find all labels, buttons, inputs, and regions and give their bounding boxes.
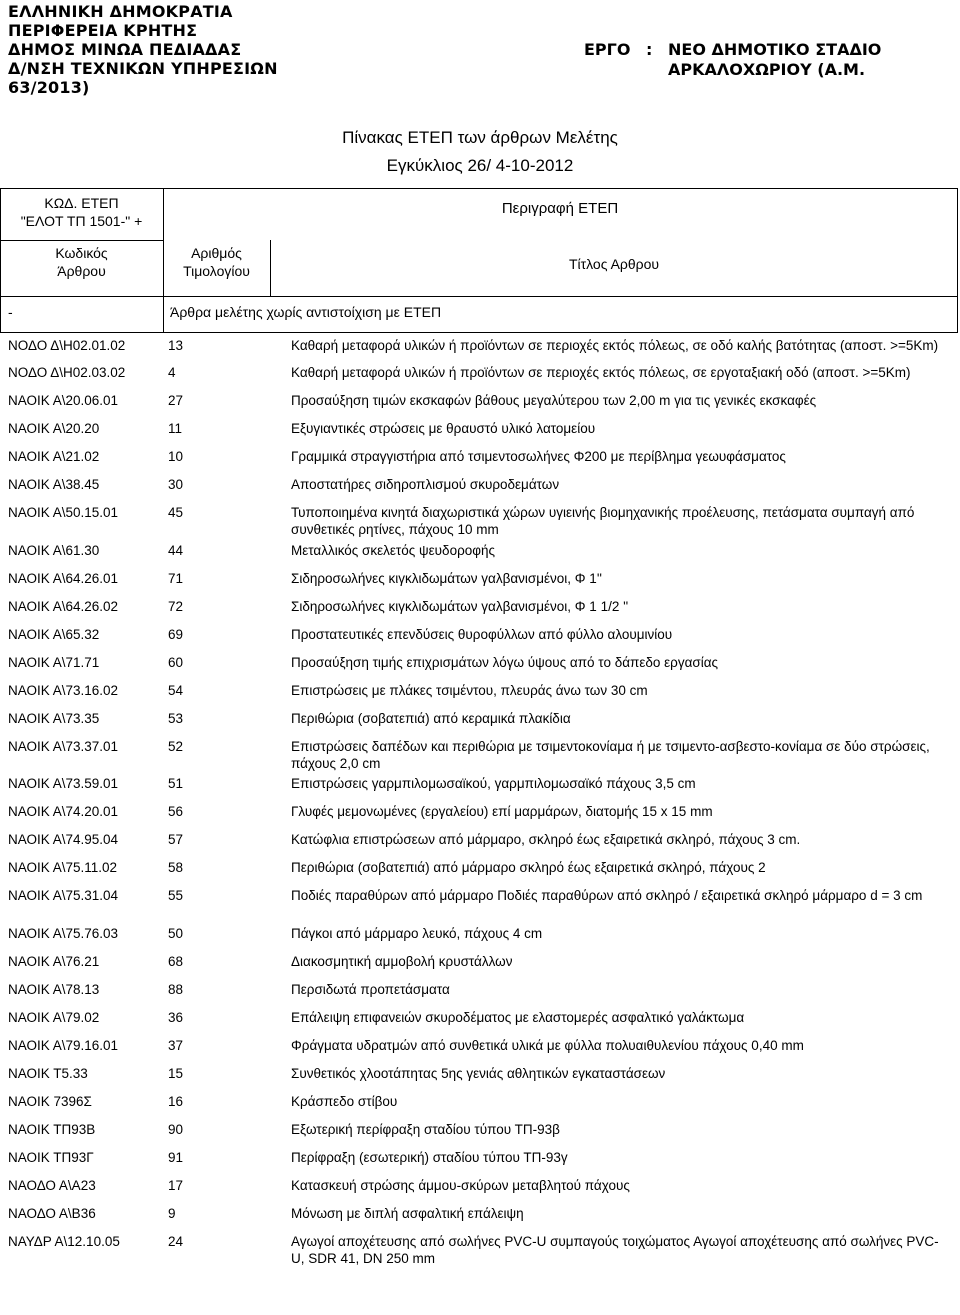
price-number-header-line1: Αριθμός: [191, 245, 242, 261]
article-code: ΝΑΟΙΚ Α\74.95.04: [8, 832, 119, 847]
article-description: Επιστρώσεις γαρμπιλομωσαϊκού, γαρμπιλομωσαϊκό πάχους 3,5 cm: [291, 776, 696, 791]
article-description: Φράγματα υδρατμών από συνθετικά υλικά με φύλλα πολυαιθυλενίου πάχους 0,40 mm: [291, 1038, 804, 1053]
organization-line: ΠΕΡΙΦΕΡΕΙΑ ΚΡΗΤΗΣ: [8, 21, 198, 40]
price-number: 56: [168, 804, 184, 819]
price-number: 54: [168, 683, 184, 698]
price-number: 72: [168, 599, 184, 614]
article-description: Τυποποιημένα κινητά διαχωριστικά χώρων υγιεινής βιομηχανικής προέλευσης, πετάσματα συμπαγή από συνθετικές ρητίνες, πάχους 10 mm: [291, 505, 915, 537]
article-code: ΝΟΔΟ Δ\Η02.01.02: [8, 338, 126, 353]
table-row: [0, 333, 960, 360]
table-row: [0, 388, 960, 416]
article-code: ΝΟΔΟ Δ\Η02.03.02: [8, 365, 126, 380]
article-description: Προσαύξηση τιμής επιχρισμάτων λόγω ύψους από το δάπεδο εργασίας: [291, 655, 719, 670]
price-number: 57: [168, 832, 184, 847]
project-header: [584, 40, 881, 80]
article-code: ΝΑΟΙΚ Α\75.11.02: [8, 860, 118, 875]
table-row: [0, 1005, 960, 1033]
article-description: Γραμμικά στραγγιστήρια από τσιμεντοσωλήνες Φ200 με περίβλημα γεωυφάσματος: [291, 449, 786, 464]
article-code: ΝΑΟΙΚ Α\79.02: [8, 1010, 100, 1025]
article-code: ΝΑΟΙΚ Α\50.15.01: [8, 505, 119, 520]
article-code: ΝΑΟΙΚ Α\21.02: [8, 449, 100, 464]
table-row: [0, 622, 960, 650]
table-row: [0, 799, 960, 827]
table-row: [0, 594, 960, 622]
article-description: Σιδηροσωλήνες κιγκλιδωμάτων γαλβανισμένοι, Φ 1'': [291, 571, 602, 586]
table-row: [0, 734, 960, 771]
organization-line: 63/2013): [8, 78, 90, 97]
price-number: 17: [168, 1178, 184, 1193]
table-row: [0, 360, 960, 388]
article-code: ΝΑΟΙΚ ΤΠ93Β: [8, 1122, 96, 1137]
article-description: Συνθετικός χλοοτάπητας 5ης γενιάς αθλητικών εγκαταστάσεων: [291, 1066, 666, 1081]
article-description: Αποστατήρες σιδηροπλισμού σκυροδεμάτων: [291, 477, 560, 492]
price-number-header-line2: Τιμολογίου: [183, 263, 250, 279]
article-code: ΝΑΟΙΚ Α\20.06.01: [8, 393, 119, 408]
price-number: 24: [168, 1234, 184, 1249]
article-code: ΝΑΟΙΚ Α\65.32: [8, 627, 100, 642]
price-number: 9: [168, 1206, 176, 1221]
etep-code-header-line1: ΚΩΔ. ΕΤΕΠ: [44, 195, 119, 211]
article-description: Μεταλλικός σκελετός ψευδοροφής: [291, 543, 496, 558]
table-row: [0, 1089, 960, 1117]
article-code: ΝΑΟΙΚ Α\75.31.04: [8, 888, 119, 903]
price-number: 30: [168, 477, 184, 492]
article-code: ΝΑΟΙΚ Α\71.71: [8, 655, 100, 670]
price-number: 53: [168, 711, 184, 726]
article-code: ΝΑΟΙΚ 7396Σ: [8, 1094, 92, 1109]
article-description: Διακοσμητική αμμοβολή κρυστάλλων: [291, 954, 513, 969]
circular-reference: Εγκύκλιος 26/ 4-10-2012: [386, 156, 574, 175]
article-code: ΝΑΥΔΡ Α\12.10.05: [8, 1234, 120, 1249]
article-code: ΝΑΟΙΚ Α\73.35: [8, 711, 100, 726]
price-number: 10: [168, 449, 184, 464]
organization-line: ΕΛΛΗΝΙΚΗ ΔΗΜΟΚΡΑΤΙΑ: [8, 2, 233, 21]
organization-header: [8, 2, 568, 97]
article-code: ΝΑΟΙΚ Α\64.26.01: [8, 571, 119, 586]
article-code: ΝΑΟΙΚ Α\61.30: [8, 543, 100, 558]
section-dash: -: [8, 304, 13, 320]
table-row: [0, 538, 960, 566]
price-number: 58: [168, 860, 184, 875]
table-row: [0, 771, 960, 799]
project-label: ΕΡΓΟ: [584, 40, 631, 59]
article-description: Επιστρώσεις με πλάκες τσιμέντου, πλευράς άνω των 30 cm: [291, 683, 648, 698]
table-row: [0, 566, 960, 594]
article-description: Περιθώρια (σοβατεπιά) από κεραμικά πλακίδια: [291, 711, 571, 726]
article-description: Ποδιές παραθύρων από μάρμαρο Ποδιές παραθύρων από σκληρό / εξαιρετικά σκληρό μάρμαρο d = 3 cm: [291, 888, 923, 903]
price-number: 16: [168, 1094, 184, 1109]
price-number: 4: [168, 365, 176, 380]
price-number: 88: [168, 982, 184, 997]
table-row: [0, 1117, 960, 1145]
article-code: ΝΑΟΙΚ Α\73.16.02: [8, 683, 119, 698]
article-code-header-line1: Κωδικός: [55, 245, 108, 261]
project-name-line1: ΝΕΟ ΔΗΜΟΤΙΚΟ ΣΤΑΔΙΟ: [668, 40, 882, 59]
section-label: Άρθρα μελέτης χωρίς αντιστοίχιση με ΕΤΕΠ: [170, 304, 442, 320]
articles-table-body: [0, 333, 960, 1266]
article-code: ΝΑΟΙΚ Τ5.33: [8, 1066, 88, 1081]
table-row: [0, 472, 960, 500]
article-code: ΝΑΟΙΚ Α\64.26.02: [8, 599, 119, 614]
price-number: 69: [168, 627, 184, 642]
price-number: 52: [168, 739, 184, 754]
organization-line: Δ/ΝΣΗ ΤΕΧΝΙΚΩΝ ΥΠΗΡΕΣΙΩΝ: [8, 59, 278, 78]
table-row: [0, 1061, 960, 1089]
price-number: 71: [168, 571, 184, 586]
organization-line: ΔΗΜΟΣ ΜΙΝΩΑ ΠΕΔΙΑΔΑΣ: [8, 40, 242, 59]
table-row: [0, 1229, 960, 1266]
table-row: [0, 855, 960, 883]
table-row: [0, 827, 960, 855]
article-description: Επιστρώσεις δαπέδων και περιθώρια με τσιμεντοκονίαμα ή με τσιμεντο-ασβεστο-κονίαμα σε δύο στρώσεις, πάχους 2,0 cm: [291, 739, 930, 771]
table-row: [0, 500, 960, 538]
article-description: Προσαύξηση τιμών εκσκαφών βάθους μεγαλύτερου των 2,00 m για τις γενικές εκσκαφές: [291, 393, 817, 408]
article-description: Κατώφλια επιστρώσεων από μάρμαρο, σκληρό έως εξαιρετικά σκληρό, πάχους 3 cm.: [291, 832, 801, 847]
article-code: ΝΑΟΙΚ Α\73.37.01: [8, 739, 119, 754]
table-row: [0, 921, 960, 949]
article-description: Εξυγιαντικές στρώσεις με θραυστό υλικό λατομείου: [291, 421, 596, 436]
etep-code-header-line2: "ΕΛΟΤ ΤΠ 1501-" +: [20, 213, 143, 229]
price-number: 50: [168, 926, 184, 941]
table-row: [0, 416, 960, 444]
article-code: ΝΑΟΙΚ Α\73.59.01: [8, 776, 119, 791]
price-number: 15: [168, 1066, 184, 1081]
table-title: Πίνακας ΕΤΕΠ των άρθρων Μελέτης: [342, 128, 618, 147]
price-number: 44: [168, 543, 184, 558]
article-code: ΝΑΟΔΟ Α\Α23: [8, 1178, 96, 1193]
article-description: Κατασκευή στρώσης άμμου-σκύρων μεταβλητού πάχους: [291, 1178, 630, 1193]
article-code: ΝΑΟΔΟ Α\Β36: [8, 1206, 96, 1221]
table-row: [0, 706, 960, 734]
etep-description-header: Περιγραφή ΕΤΕΠ: [501, 200, 619, 217]
price-number: 68: [168, 954, 184, 969]
article-description: Καθαρή μεταφορά υλικών ή προϊόντων σε περιοχές εκτός πόλεως, σε εργοταξιακή οδό (αποστ. >=5Km): [291, 365, 911, 380]
article-description: Γλυφές μεμονωμένες (εργαλείου) επί μαρμάρων, διατομής 15 x 15 mm: [291, 804, 713, 819]
table-row: [0, 1173, 960, 1201]
price-number: 91: [168, 1150, 184, 1165]
table-row: [0, 444, 960, 472]
price-number: 27: [168, 393, 184, 408]
table-row: [0, 678, 960, 706]
price-number: 11: [168, 421, 183, 436]
article-description: Αγωγοί αποχέτευσης από σωλήνες PVC-U συμπαγούς τοιχώματος Αγωγοί αποχέτευσης από σωλήνες PVC-U, SDR 41, DN 250 mm: [291, 1234, 939, 1266]
article-description: Περσιδωτά προπετάσματα: [291, 982, 450, 997]
article-code: ΝΑΟΙΚ Α\74.20.01: [8, 804, 119, 819]
article-code: ΝΑΟΙΚ Α\79.16.01: [8, 1038, 119, 1053]
price-number: 90: [168, 1122, 184, 1137]
article-description: Σιδηροσωλήνες κιγκλιδωμάτων γαλβανισμένοι, Φ 1 1/2 '': [291, 599, 629, 614]
price-number: 13: [168, 338, 184, 353]
article-description: Καθαρή μεταφορά υλικών ή προϊόντων σε περιοχές εκτός πόλεως, σε οδό καλής βατότητας (αποστ. >=5Km): [291, 338, 939, 353]
price-number: 51: [168, 776, 184, 791]
table-row: [0, 650, 960, 678]
article-code: ΝΑΟΙΚ Α\76.21: [8, 954, 100, 969]
article-code: ΝΑΟΙΚ Α\38.45: [8, 477, 100, 492]
article-code: ΝΑΟΙΚ ΤΠ93Γ: [8, 1150, 94, 1165]
article-description: Προστατευτικές επενδύσεις θυροφύλλων από φύλλο αλουμινίου: [291, 627, 673, 642]
price-number: 36: [168, 1010, 184, 1025]
article-code-header-line2: Άρθρου: [57, 263, 106, 279]
article-description: Μόνωση με διπλή ασφαλτική επάλειψη: [291, 1206, 524, 1221]
article-code: ΝΑΟΙΚ Α\20.20: [8, 421, 100, 436]
project-colon: :: [646, 40, 653, 59]
article-code: ΝΑΟΙΚ Α\75.76.03: [8, 926, 119, 941]
article-description: Περίφραξη (εσωτερική) σταδίου τύπου ΤΠ-93γ: [291, 1150, 568, 1165]
article-description: Περιθώρια (σοβατεπιά) από μάρμαρο σκληρό έως εξαιρετικά σκληρό, πάχους 2: [291, 860, 766, 875]
article-description: Εξωτερική περίφραξη σταδίου τύπου ΤΠ-93β: [291, 1122, 560, 1137]
price-number: 60: [168, 655, 184, 670]
table-row: [0, 949, 960, 977]
price-number: 45: [168, 505, 184, 520]
article-code: ΝΑΟΙΚ Α\78.13: [8, 982, 100, 997]
table-row: [0, 1033, 960, 1061]
article-description: Κράσπεδο στίβου: [291, 1094, 398, 1109]
project-name-line2: ΑΡΚΑΛΟΧΩΡΙΟΥ (Α.Μ.: [668, 60, 866, 79]
price-number: 55: [168, 888, 184, 903]
article-description: Πάγκοι από μάρμαρο λευκό, πάχους 4 cm: [291, 926, 543, 941]
table-row: [0, 883, 960, 921]
price-number: 37: [168, 1038, 184, 1053]
article-description: Επάλειψη επιφανειών σκυροδέματος με ελαστομερές ασφαλτικό γαλάκτωμα: [291, 1010, 745, 1025]
article-title-header: Τίτλος Αρθρου: [568, 256, 660, 272]
table-row: [0, 1145, 960, 1173]
table-row: [0, 1201, 960, 1229]
table-row: [0, 977, 960, 1005]
